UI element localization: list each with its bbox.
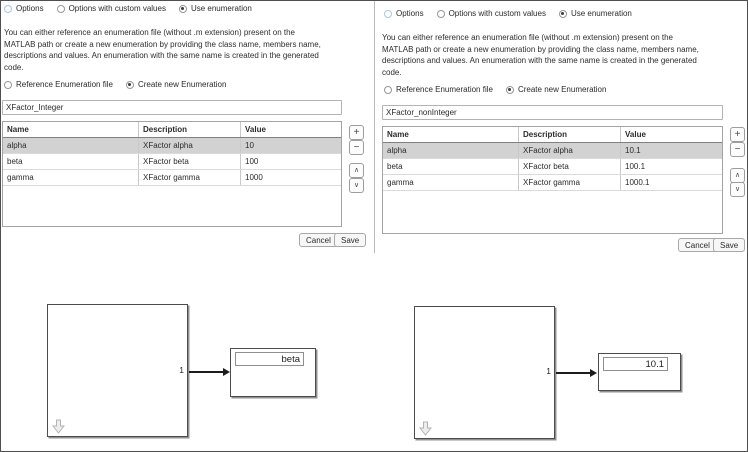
signal-wire[interactable] [189,371,224,373]
add-row-button[interactable] [730,127,745,142]
output-port-label: 1 [179,365,184,375]
table-row[interactable] [3,154,341,170]
move-up-button[interactable] [730,168,745,183]
radio-label: Reference Enumeration file [16,80,113,89]
description-line: MATLAB path or create a new enumeration by providing the class name, members name, [4,39,321,49]
signal-wire[interactable] [556,372,590,374]
table-header-row [383,127,722,143]
left-class-name-input[interactable] [2,100,342,115]
display-value: 10.1 [603,357,668,371]
description-line: code. [4,62,24,72]
radio-icon [437,10,445,18]
chevron-up-icon: ∧ [734,171,741,179]
description-line: MATLAB path or create a new enumeration by providing the class name, members name, [382,44,699,54]
radio-icon [179,5,187,13]
save-button[interactable]: Save [334,233,366,247]
cell-name[interactable]: beta [383,159,519,174]
add-row-button[interactable] [349,125,364,140]
header-value: Value [245,125,266,134]
radio-label: Create new Enumeration [137,80,227,89]
radio-label: Use enumeration [190,4,252,13]
left-enumeration-table[interactable] [2,121,342,227]
radio-label: Reference Enumeration file [396,85,493,94]
radio-label: Options [16,4,44,13]
cell-name[interactable]: beta [3,154,139,169]
minus-icon: − [734,143,741,155]
cell-name[interactable]: gamma [3,170,139,185]
cell-name[interactable]: alpha [3,138,139,153]
cell-description[interactable]: XFactor gamma [519,175,621,190]
move-down-button[interactable] [349,178,364,193]
output-port-label: 1 [546,366,551,376]
right-subsystem-block[interactable] [414,306,555,439]
move-up-button[interactable] [349,163,364,178]
right-mode-radio-group [384,9,632,18]
cell-value[interactable]: 100 [245,157,259,166]
radio-reference-enumeration-file[interactable] [384,85,493,94]
cell-description[interactable]: XFactor alpha [519,143,621,158]
move-down-button[interactable] [730,182,745,197]
radio-reference-enumeration-file[interactable] [4,80,113,89]
header-description: Description [519,127,621,142]
right-class-name-input[interactable] [382,105,723,120]
right-description-text [382,32,744,78]
cell-description[interactable]: XFactor beta [139,154,241,169]
radio-options-custom-values[interactable] [57,4,166,13]
radio-use-enumeration[interactable] [179,4,252,13]
left-subsystem-block[interactable] [47,304,188,437]
save-button[interactable]: Save [713,238,745,252]
header-name: Name [383,127,519,142]
left-description-text [4,27,373,73]
display-value: beta [235,352,304,366]
arrow-down-icon [419,421,432,436]
radio-options[interactable] [4,4,44,13]
cell-description[interactable]: XFactor gamma [139,170,241,185]
description-line: code. [382,67,402,77]
radio-create-new-enumeration[interactable] [506,85,607,94]
header-name: Name [3,122,139,137]
radio-options-custom-values[interactable] [437,9,546,18]
cell-name[interactable]: gamma [383,175,519,190]
remove-row-button[interactable] [349,140,364,155]
cell-description[interactable]: XFactor alpha [139,138,241,153]
radio-icon [4,5,12,13]
table-row[interactable] [383,143,722,159]
plus-icon: + [734,128,741,140]
left-source-radio-group [4,80,226,89]
cell-value[interactable]: 10.1 [625,146,641,155]
radio-label: Options with custom values [68,4,166,13]
description-line: You can either reference an enumeration file (without .m extension) present on the [4,28,295,37]
wire-arrowhead-icon [590,369,597,377]
radio-label: Use enumeration [570,9,632,18]
radio-icon [559,10,567,18]
radio-icon [384,10,392,18]
panel-divider [374,1,375,253]
radio-label: Options with custom values [448,9,546,18]
minus-icon: − [353,141,360,153]
table-header-row [3,122,341,138]
radio-icon [4,81,12,89]
left-mode-radio-group [4,4,252,13]
right-enumeration-table[interactable] [382,126,723,234]
right-source-radio-group [384,85,606,94]
table-row[interactable] [383,159,722,175]
cell-value[interactable]: 1000.1 [625,178,650,187]
radio-options[interactable] [384,9,424,18]
table-row[interactable] [3,170,341,186]
chevron-down-icon: ∨ [353,181,360,189]
header-description: Description [139,122,241,137]
radio-icon [506,86,514,94]
cell-value[interactable]: 100.1 [625,162,646,171]
description-line: You can either reference an enumeration file (without .m extension) present on the [382,33,673,42]
table-row[interactable] [383,175,722,191]
cell-name[interactable]: alpha [383,143,519,158]
description-line: descriptions and values. An enumeration with the same name is created in the generated [4,51,319,61]
cell-value[interactable]: 10 [245,141,254,150]
radio-icon [384,86,392,94]
radio-icon [126,81,134,89]
remove-row-button[interactable] [730,142,745,157]
header-value: Value [625,130,646,139]
wire-arrowhead-icon [223,368,230,376]
radio-label: Create new Enumeration [517,85,607,94]
cancel-button[interactable]: Cancel [299,233,338,247]
table-row[interactable] [3,138,341,154]
chevron-down-icon: ∨ [734,185,741,193]
radio-icon [57,5,65,13]
arrow-down-icon [52,419,65,434]
chevron-up-icon: ∧ [353,166,360,174]
radio-label: Options [396,9,424,18]
radio-use-enumeration[interactable] [559,9,632,18]
cancel-button[interactable]: Cancel [678,238,717,252]
cell-value[interactable]: 1000 [245,173,263,182]
cell-description[interactable]: XFactor beta [519,159,621,174]
description-line: descriptions and values. An enumeration with the same name is created in the generated [382,56,697,66]
plus-icon: + [353,126,360,138]
right-display-block[interactable] [598,353,681,391]
radio-create-new-enumeration[interactable] [126,80,227,89]
left-display-block[interactable] [230,348,316,397]
